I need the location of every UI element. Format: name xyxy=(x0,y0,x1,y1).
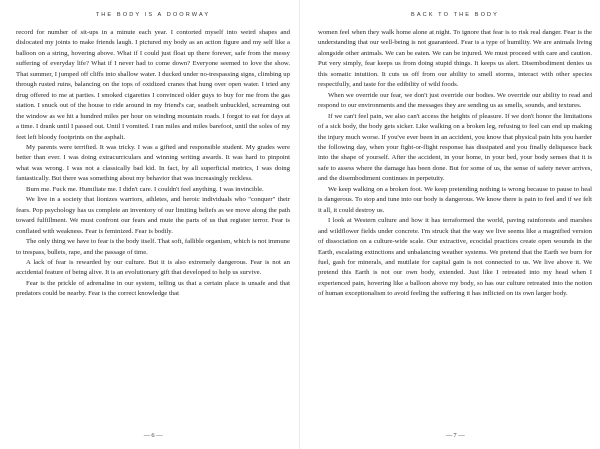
paragraph: A lack of fear is rewarded by our culture. But it is also extremely dangerous. Fear is not an accidental feature of being alive. It is an evolutionary gift that developed to help us survive. xyxy=(16,258,290,277)
folio-number: 6 xyxy=(151,432,155,439)
paragraph: If we can't feel pain, we also can't access the heights of pleasure. If we don't honor the limitations of a sick body, the body gets sicker. Like walking on a broken leg, refusing to feel can end up making the injury much worse. If you've ever been in an accident, you know that physical pain hits you harder the following day, when your fight-or-flight response has dissipated and you finally deliquesce back into the shape of yourself. After the accident, in your home, in your bed, your body senses that it is safe to assess where the damage has been done. But for some of us, the sense of safety never arrives, and the disembodiment continues in perpetuity. xyxy=(318,112,592,183)
paragraph: record for number of sit-ups in a minute each year. I contorted myself into weird shapes and dislocated my joints to make friends laugh. I pictured my body as an action figure and my self like a balloon on a string, hovering above. What if I could just float up there forever, safe from the messy suffering of everyday life? What if I never had to come down? Everyone seemed to love the show. That summer, I jumped off cliffs into shallow water. I ducked under no-trespassing signs, climbing up through rusted ruins, balancing on the tops of oxidized cranes that hung over open water. I tried any drug offered to me at parties. I smoked cigarettes I convinced older guys to buy for me from the gas station. I snuck out of the house to ride around in my friend's car, seatbelt unbuckled, screaming out the window as we hit a hundred miles per hour on winding mountain roads. I forgot to eat for days at a time. I drank until I passed out. Until I vomited. I ran miles and miles barefoot, until the soles of my feet left bloody footprints on the asphalt. xyxy=(16,29,290,141)
right-page-body xyxy=(318,28,592,300)
paragraph: Burn me. Fuck me. Humiliate me. I didn't care. I couldn't feel anything. I was invincible. xyxy=(26,185,264,193)
folio-number: 7 xyxy=(453,432,457,439)
folio-dash: — xyxy=(458,432,465,439)
folio-dash: — xyxy=(143,432,150,439)
left-page-body xyxy=(16,28,290,300)
folio-dash: — xyxy=(445,432,452,439)
right-page xyxy=(318,0,592,449)
page-number-right xyxy=(318,432,592,439)
page-number-left xyxy=(16,432,290,439)
paragraph: women feel when they walk home alone at night. To ignore that fear is to risk real danger. Fear is the understanding that our well-being is not guaranteed. Fear is a type of humility. We are animals living alongside other animals. We can be eaten. We can be injured. We must proceed with care and caution. Put very simply, fear keeps us from doing stupid things. It keeps us alert. Disembodiment denies us this somatic intuition. It cuts us off from our ability to smell storms, interact with other species respectfully, and taste for the edibility of wild foods. xyxy=(318,29,592,89)
gutter-divider xyxy=(299,0,300,449)
paragraph: The only thing we have to fear is the body itself. That soft, fallible organism, which is not immune to trespass, bullets, rape, and the passage of time. xyxy=(16,238,290,256)
folio-dash: — xyxy=(156,432,163,439)
paragraph: We live in a society that lionizes warriors, athletes, and heroic individuals who "conquer" their fears. Pop psychology has us complete an inventory of our limiting beliefs as we move along the path toward fulfillment. We must confront our fears and mute the parts of us that register terror. Fear is conflated with weakness. Fear is feminized. Fear is bodily. xyxy=(16,196,290,235)
paragraph: I look at Western culture and how it has terraformed the world, paving rainforests and marshes and wildflower fields under concrete. I'm struck that the way we live seems like a magnified version of dissociation on a culture-wide scale. Our extractive, ecocidal practices create open wounds in the Earth, escalating extinctions and unbalancing weather systems. We pretend that the Earth we burn for fuel, gash for minerals, and mutilate for capital gain is not connected to us. We live above it. We pretend this Earth is not our own body, extended. Just like I retreated into my head when I experienced pain, hovering like a balloon above my body, so has our culture retreated into the notion of human exceptionalism to avoid feeling the suffering it has inflicted on its own larger body. xyxy=(318,217,592,298)
paragraph: When we override our fear, we don't just override our bodies. We override our ability to read and respond to our environments and the messages they are sending us as smells, sounds, and textures. xyxy=(318,91,592,110)
paragraph: We keep walking on a broken foot. We keep pretending nothing is wrong because to pause to heal is dangerous. To stop and tune into our body is dangerous. We know there is pain to feel and if we felt it all, it could destroy us. xyxy=(318,185,592,214)
running-header-left: THE BODY IS A DOORWAY xyxy=(95,12,211,18)
running-header-right: BACK TO THE BODY xyxy=(411,12,499,18)
paragraph: My parents were terrified. It was tricky. I was a gifted and responsible student. My grades were better than ever. I was doing extracurriculars and winning writing awards. It was hard to pinpoint what was wrong. I was not a classically bad kid. In fact, by all superficial metrics, I was doing fantastically. But there was something about my behavior that was increasingly reckless. xyxy=(16,143,290,183)
left-page xyxy=(16,0,290,449)
paragraph: Fear is the prickle of adrenaline in our system, telling us that a certain place is unsafe and that predators could be nearby. Fear is the correct knowledge that xyxy=(16,279,290,298)
